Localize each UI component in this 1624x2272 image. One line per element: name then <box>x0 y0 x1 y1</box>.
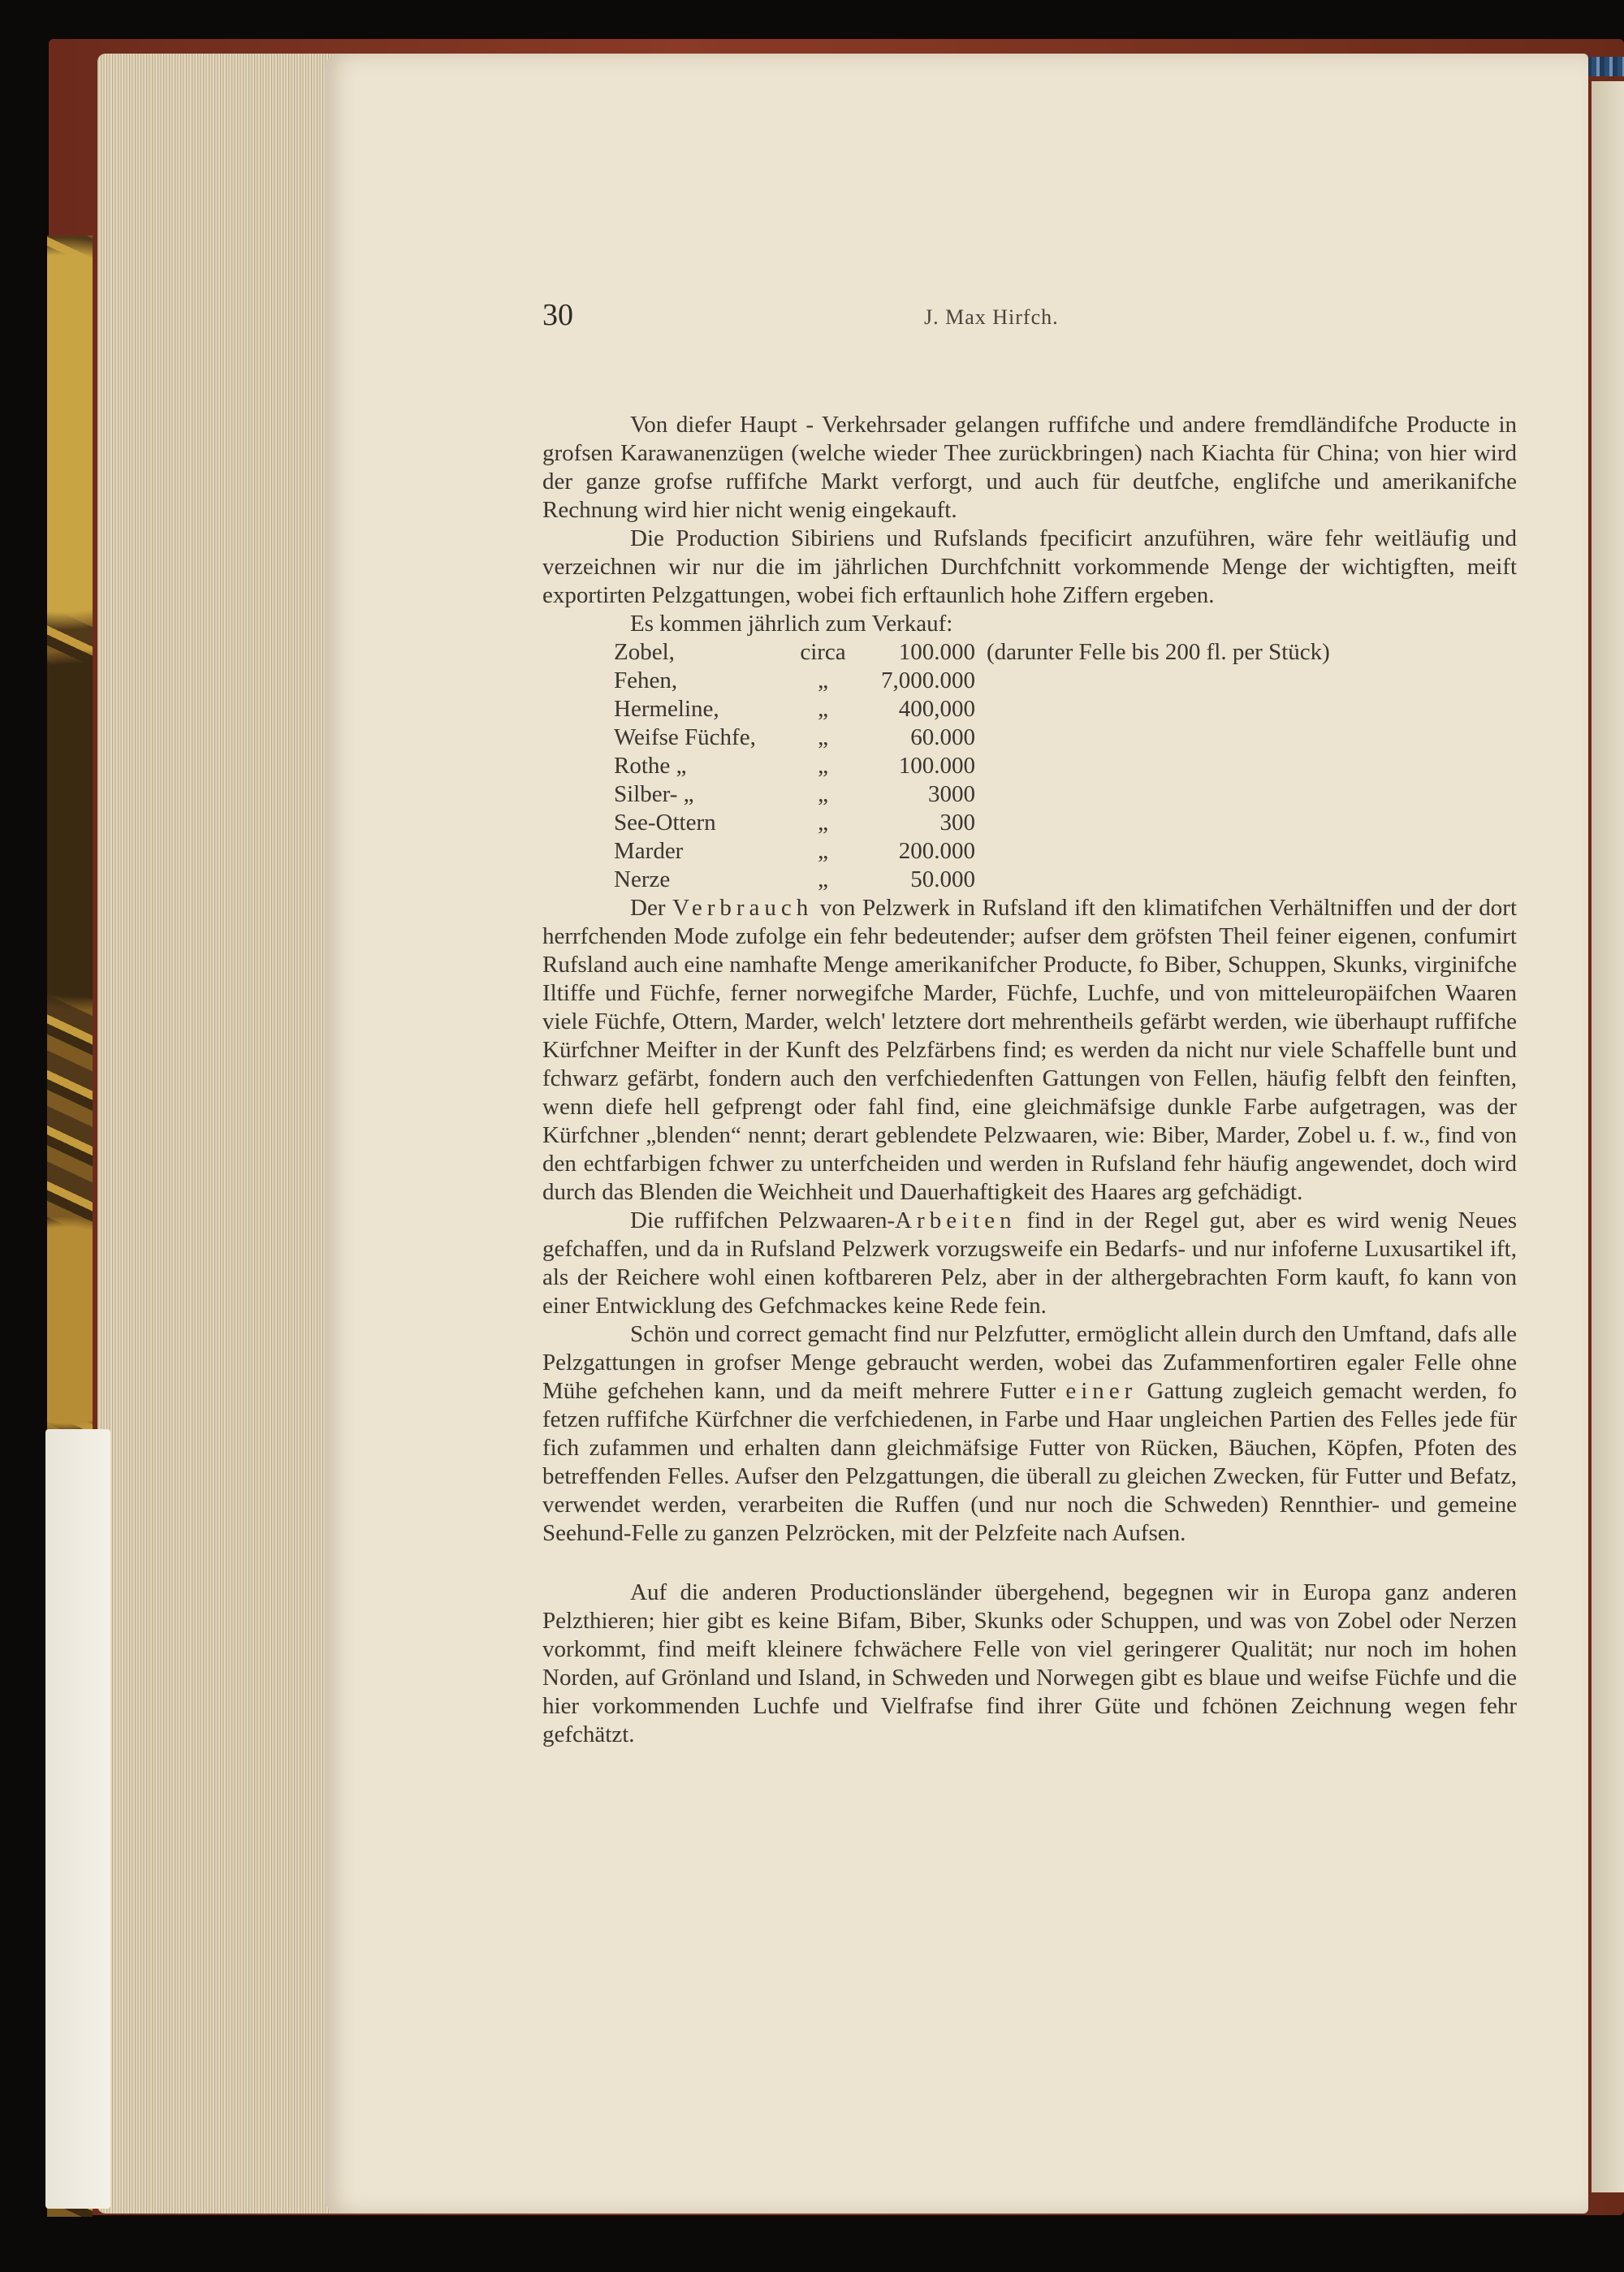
fur-qualifier: „ <box>818 667 828 693</box>
fur-name: See-Ottern <box>614 810 716 836</box>
fur-name: Fehen, <box>614 667 678 693</box>
list-item <box>542 866 1517 894</box>
fur-quantity: 200.000 <box>898 838 975 864</box>
paragraph-start: Die ruffifchen Pelzwaaren- <box>630 1207 896 1233</box>
list-item <box>542 695 1517 723</box>
fur-quantity: 300 <box>939 810 975 836</box>
fur-quantity: 50.000 <box>910 866 975 892</box>
paragraph-start: Schön und correct gemacht find nur Pelzfutter, ermöglicht allein durch den Umftand, dafs alle Pelzgattungen in grofser Menge gebraucht werden, wobei das Zufammenfortiren egaler Felle ohne Mühe gefchehen kann, und da meift mehrere Futter <box>542 1321 1517 1404</box>
body-text <box>542 411 1517 1749</box>
paragraph: Es kommen jährlich zum Verkauf: <box>630 611 953 637</box>
running-head: J. Max Hirfch. <box>924 305 1059 329</box>
paragraph-rest: von Pelzwerk in Rufsland ift den klimatifchen Verhältniffen und der dort herrfchenden Mode zufolge ein fehr bedeutender; aufser dem gröfsten Theil feiner eigenen, confumirt Rufsland auch eine namhafte Menge amerikanifcher Producte, fo Biber, Schuppen, Skunks, virginifche Iltiffe und Füchfe, ferner norwegifche Marder, Füchfe, Luchfe, und von mitteleuropäifchen Waaren viele Füchfe, Ottern, Marder, welch' letztere dort mehrentheils gefärbt werden, wie überhaupt ruffifche Kürfchner Meifter in der Kunft des Pelzfärbens find; es werden da nicht nur viele Schaffelle bunt und fchwarz gefärbt, fondern auch den verfchiedenften Gattungen von Fellen, häufig felbft den feinften, wenn diefe hell gefprengt oder fahl find, eine gleichmäfsige dunkle Farbe aufgetragen, was der Kürfchner „blenden“ nennt; derart geblendete Pelzwaaren, wie: Biber, Marder, Zobel u. f. w., find von den echtfarbigen fchwer zu unterfcheiden und werden in Rufsland fehr häufig angewendet, doch wird durch das Blenden die Weichheit und Dauerhaftigkeit des Haares arg gefchädigt. <box>542 895 1517 1205</box>
fur-name: Nerze <box>614 866 671 892</box>
list-item <box>542 638 1517 667</box>
paragraph-start: Der <box>630 895 666 921</box>
book-page <box>325 54 1588 2214</box>
fur-qualifier: „ <box>818 866 828 892</box>
paragraph-rest: Gattung zugleich gemacht werden, fo fetzen ruffifche Kürfchner die verfchiedenen, in Farbe und Haar ungleichen Partien des Felles jede für fich zufammen und erhalten dann gleichmäfsige Futter von Rücken, Bäuchen, Köpfen, Pfoten des betreffenden Felles. Aufser den Pelzgattungen, die überall zu gleichen Zwecken, für Futter und Befatz, verwendet werden, verarbeiten die Ruffen (und nur noch die Schweden) Rennthier- und gemeine Seehund-Felle zu ganzen Pelzröcken, mit der Pelzfeite nach Aufsen. <box>542 1378 1517 1546</box>
fur-qualifier: circa <box>800 639 846 665</box>
fur-name: Hermeline, <box>614 696 719 722</box>
paragraph: Von diefer Haupt - Verkehrsader gelangen ruffifche und andere fremdländifche Producte in grofsen Karawanenzügen (welche wieder Thee zurückbringen) nach Kiachta für China; von hier wird der ganze grofse ruffifche Markt verforgt, und auch für deutfche, englifche und amerikanifche Rechnung wird hier nicht wenig eingekauft. <box>542 412 1517 523</box>
list-item <box>542 780 1517 809</box>
fur-name: Weifse Füchfe, <box>614 724 756 750</box>
list-item <box>542 809 1517 837</box>
fur-qualifier: „ <box>818 724 828 750</box>
fur-quantity: 60.000 <box>910 724 975 750</box>
spaced-word: einer <box>1065 1378 1138 1404</box>
fur-list <box>542 638 1517 894</box>
paragraph-rest: find in der Regel gut, aber es wird wenig Neues gefchaffen, und da in Rufsland Pelzwerk vorzugsweife ein Bedarfs- und nur infoferne Luxusartikel ift, als der Reichere wohl einen koftbareren Pelz, aber in der althergebrachten Form kauft, fo kann von einer Entwicklung des Gefchmackes keine Rede fein. <box>542 1207 1518 1319</box>
fur-name: Silber- „ <box>614 781 694 807</box>
fur-quantity: 100.000 <box>898 753 975 779</box>
paper-bookmark <box>45 1429 110 2209</box>
fur-qualifier: „ <box>818 696 828 722</box>
list-item <box>542 723 1517 752</box>
fur-quantity: 100.000 <box>898 639 975 665</box>
fur-name: Marder <box>614 838 684 864</box>
paragraph <box>542 894 1517 1207</box>
section-gap <box>542 1548 1517 1579</box>
fur-qualifier: „ <box>818 810 828 836</box>
list-item <box>542 837 1517 866</box>
facing-page-edge <box>1592 81 1624 2192</box>
page-stack-edge <box>97 54 341 2214</box>
fur-qualifier: „ <box>818 753 828 779</box>
fur-qualifier: „ <box>818 781 828 807</box>
paragraph <box>542 1320 1517 1548</box>
paragraph: Die Production Sibiriens und Rufslands fpecificirt anzuführen, wäre fehr weitläufig und verzeichnen wir nur die im jährlichen Durchfchnitt vorkommende Menge der wichtigften, meift exportirten Pelzgattungen, wobei fich erftaunlich hohe Ziffern ergeben. <box>542 525 1517 608</box>
paragraph <box>542 1207 1517 1320</box>
fur-quantity: 7,000.000 <box>881 667 975 693</box>
page-header <box>542 297 1517 346</box>
fur-note: (darunter Felle bis 200 fl. per Stück) <box>987 639 1330 665</box>
fur-name: Rothe „ <box>614 753 687 779</box>
fur-quantity: 400,000 <box>898 696 975 722</box>
page-number: 30 <box>542 298 573 332</box>
fur-name: Zobel, <box>614 639 675 665</box>
list-item <box>542 667 1517 695</box>
paragraph: Auf die anderen Productionsländer übergehend, begegnen wir in Europa ganz anderen Pelzthieren; hier gibt es keine Bifam, Biber, Skunks oder Schuppen, und was von Zobel oder Nerzen vorkommt, find meift kleinere fchwächere Felle von viel geringerer Qualität; nur noch im hohen Norden, auf Grönland und Island, in Schweden und Norwegen gibt es blaue und weifse Füchfe und die hier vorkommenden Luchfe und Vielfrafse find ihrer Güte und fchönen Zeichnung wegen fehr gefchätzt. <box>542 1579 1517 1747</box>
fur-qualifier: „ <box>818 838 828 864</box>
fur-quantity: 3000 <box>928 781 975 807</box>
list-item <box>542 752 1517 780</box>
spaced-word: Verbrauch <box>672 895 814 921</box>
spaced-word: Arbeiten <box>895 1207 1017 1233</box>
